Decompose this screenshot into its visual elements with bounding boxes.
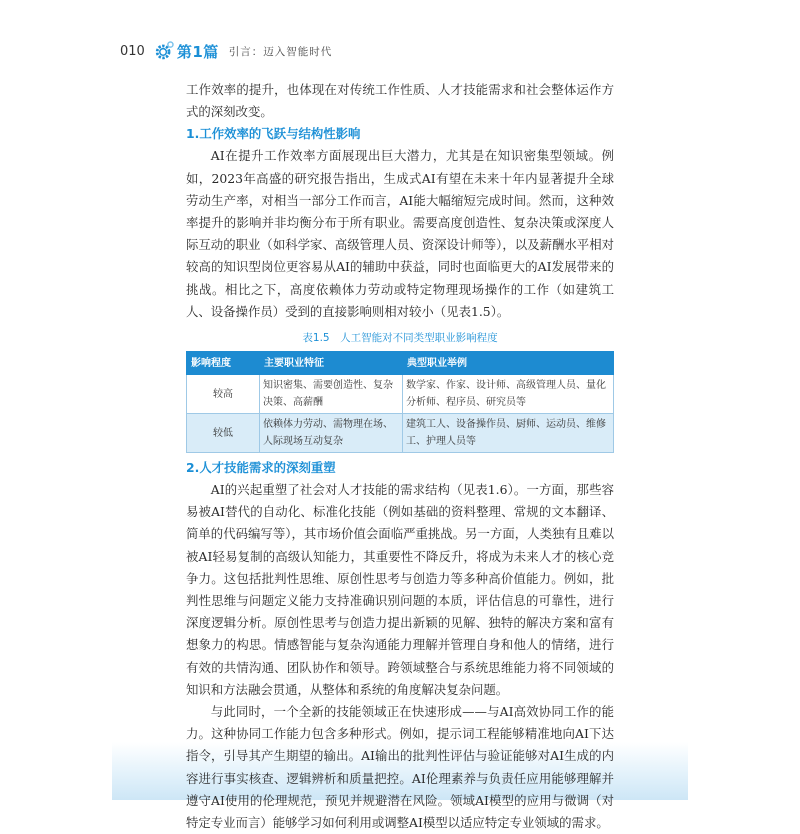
page-number: 010	[120, 43, 145, 59]
paragraph-intro: 工作效率的提升，也体现在对传统工作性质、人才技能需求和社会整体运作方式的深刻改变。	[186, 82, 614, 120]
table-cell: 较低	[187, 414, 260, 453]
table-caption: 表1.5 人工智能对不同类型职业影响程度	[302, 332, 498, 345]
paragraph-skills: AI的兴起重塑了社会对人才技能的需求结构（见表1.6）。一方面，那些容易被AI替代的自动化、标准化技能（例如基础的资料整理、常规的文本翻译、简单的代码编写等），其市场价值会面临严重挑战。另一方面，人类独有且难以被AI轻易复制的高级认知能力，其重要性不降反升，将成为未来人才的核心竞争力。这包括批判性思维、原创性思考与创造力等多种高价值能力。例如，批判性思维与问题定义能力支持准确识别问题的本质，评估信息的可靠性，进行深度逻辑分析。原创性思考与创造力提出新颖的见解、独特的解决方案和富有想象力的构思。情感智能与复杂沟通能力理解并管理自身和他人的情绪，进行有效的共情沟通、团队协作和领导。跨领域整合与系统思维能力将不同领域的知识和方法融会贯通，从整体和系统的角度解决复杂问题。	[186, 482, 614, 697]
table-cell: 知识密集、需要创造性、复杂决策、高薪酬	[260, 375, 403, 414]
table-header-cell: 影响程度	[187, 352, 260, 375]
gear-icon	[153, 40, 175, 62]
table-1-5	[186, 329, 614, 453]
table-header-row	[187, 352, 614, 375]
impact-table	[186, 351, 614, 453]
body-text	[186, 79, 614, 834]
table-cell: 较高	[187, 375, 260, 414]
table-cell: 数学家、作家、设计师、高级管理人员、量化分析师、程序员、研究员等	[403, 375, 614, 414]
table-header-cell: 典型职业举例	[403, 352, 614, 375]
part-label: 第1篇	[176, 42, 219, 61]
table-header-cell: 主要职业特征	[260, 352, 403, 375]
running-header	[120, 40, 332, 62]
table-row	[187, 414, 614, 453]
paragraph-efficiency: AI在提升工作效率方面展现出巨大潜力，尤其是在知识密集型领域。例如，2023年高盛的研究报告指出，生成式AI有望在未来十年内显著提升全球劳动生产率，对相当一部分工作而言，AI能大幅缩短完成时间。然而，这种效率提升的影响并非均衡分布于所有职业。需要高度创造性、复杂决策或深度人际互动的职业（如科学家、高级管理人员、资深设计师等），以及薪酬水平相对较高的知识型岗位更容易从AI的辅助中获益，同时也面临更大的AI发展带来的挑战。相比之下，高度依赖体力劳动或特定物理现场操作的工作（如建筑工人、设备操作员）受到的直接影响则相对较小（见表1.5）。	[186, 148, 614, 319]
section-heading-1: 1.工作效率的飞跃与结构性影响	[186, 126, 361, 142]
table-row	[187, 375, 614, 414]
section-heading-2: 2.人才技能需求的深刻重塑	[186, 460, 336, 476]
table-cell: 依赖体力劳动、需物理在场、人际现场互动复杂	[260, 414, 403, 453]
paragraph-collaboration: 与此同时，一个全新的技能领域正在快速形成——与AI高效协同工作的能力。这种协同工作能力包含多种形式。例如，提示词工程能够精准地向AI下达指令，引导其产生期望的输出。AI输出的批判性评估与验证能够对AI生成的内容进行事实核查、逻辑辨析和质量把控。AI伦理素养与负责任应用能够理解并遵守AI使用的伦理规范，预见并规避潜在风险。领域AI模型的应用与微调（对特定专业而言）能够学习如何利用或调整AI模型以适应特定专业领域的需求。	[186, 704, 614, 831]
part-title: 引言：迈入智能时代	[228, 45, 333, 58]
table-cell: 建筑工人、设备操作员、厨师、运动员、维修工、护理人员等	[403, 414, 614, 453]
